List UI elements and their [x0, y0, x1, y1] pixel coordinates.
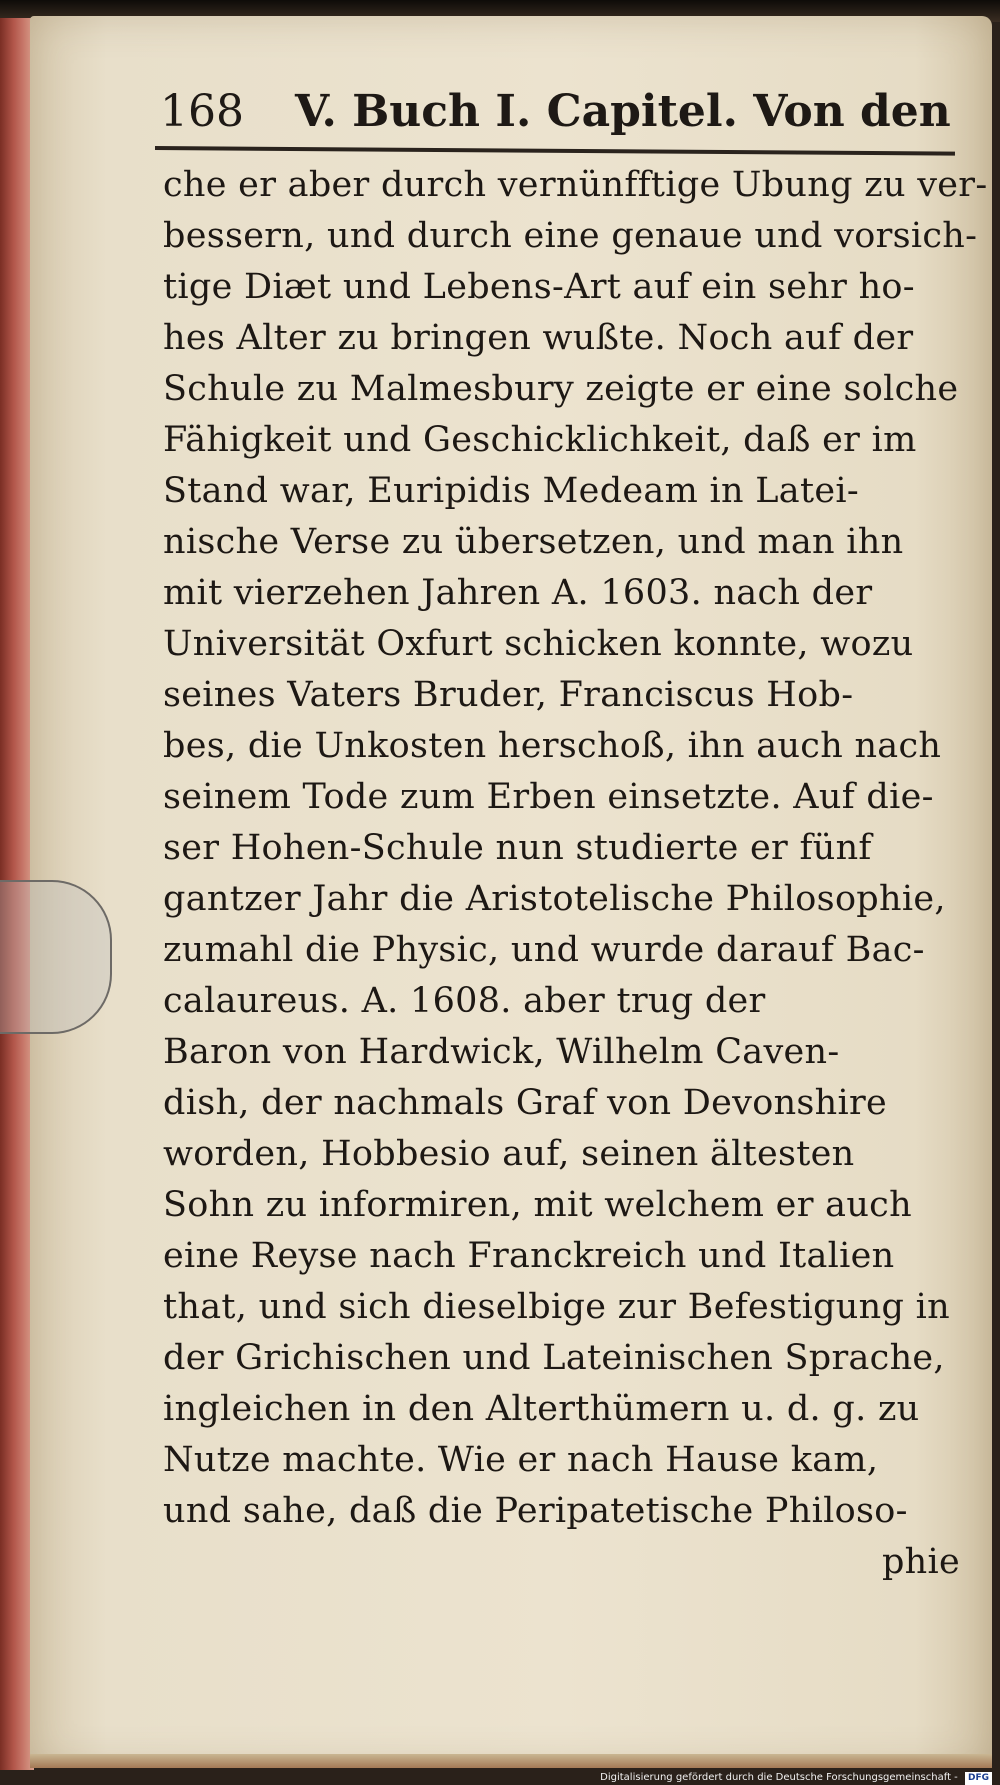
text-line: gantzer Jahr die Aristotelische Philosophie,	[163, 879, 946, 919]
text-line: der Grichischen und Lateinischen Sprache,	[163, 1338, 945, 1378]
text-line: Fähigkeit und Geschicklichkeit, daß er im	[163, 420, 917, 460]
text-line: hes Alter zu bringen wußte. Noch auf der	[163, 318, 914, 358]
text-line: that, und sich dieselbige zur Befestigung in	[163, 1287, 950, 1327]
text-line: Stand war, Euripidis Medeam in Latei-	[163, 471, 859, 511]
text-line: calaureus. A. 1608. aber trug der	[163, 981, 766, 1021]
page-header	[160, 86, 951, 150]
text-line: seines Vaters Bruder, Franciscus Hob-	[163, 675, 854, 715]
body-text	[163, 160, 988, 1588]
text-line: bessern, und durch eine genaue und vorsich-	[163, 216, 978, 256]
text-line: ser Hohen-Schule nun studierte er fünf	[163, 828, 872, 868]
text-line: Nutze machte. Wie er nach Hause kam,	[163, 1440, 879, 1480]
text-line: ingleichen in den Alterthümern u. d. g. zu	[163, 1389, 920, 1429]
text-line: seinem Tode zum Erben einsetzte. Auf die-	[163, 777, 934, 817]
catchword: phie	[881, 1542, 960, 1582]
text-line: eine Reyse nach Franckreich und Italien	[163, 1236, 895, 1276]
page-bottom-edge	[30, 1754, 992, 1768]
text-line: Schule zu Malmesbury zeigte er eine solche	[163, 369, 959, 409]
text-line: zumahl die Physic, und wurde darauf Bac-	[163, 930, 925, 970]
text-line: Universität Oxfurt schicken konnte, wozu	[163, 624, 914, 664]
credit-text: Digitalisierung gefördert durch die Deutsche Forschungsgemeinschaft -	[600, 1772, 958, 1783]
text-line: che er aber durch vernünfftige Ubung zu ver-	[163, 165, 988, 205]
text-line: nische Verse zu übersetzen, und man ihn	[163, 522, 904, 562]
text-line: bes, die Unkosten herschoß, ihn auch nach	[163, 726, 942, 766]
text-line: und sahe, daß die Peripatetische Philoso-	[163, 1491, 908, 1531]
text-line: tige Diæt und Lebens-Art auf ein sehr ho-	[163, 267, 915, 307]
dfg-logo: DFG	[965, 1772, 992, 1785]
book-clasp	[0, 880, 112, 1034]
text-line: worden, Hobbesio auf, seinen ältesten	[163, 1134, 855, 1174]
text-line: mit vierzehen Jahren A. 1603. nach der	[163, 573, 873, 613]
page-number: 168	[160, 86, 244, 137]
text-line: dish, der nachmals Graf von Devonshire	[163, 1083, 888, 1123]
digitization-credit	[600, 1770, 992, 1785]
text-line: Baron von Hardwick, Wilhelm Caven-	[163, 1032, 840, 1072]
running-head: V. Buch I. Capitel. Von den	[295, 86, 951, 137]
text-line: Sohn zu informiren, mit welchem er auch	[163, 1185, 912, 1225]
